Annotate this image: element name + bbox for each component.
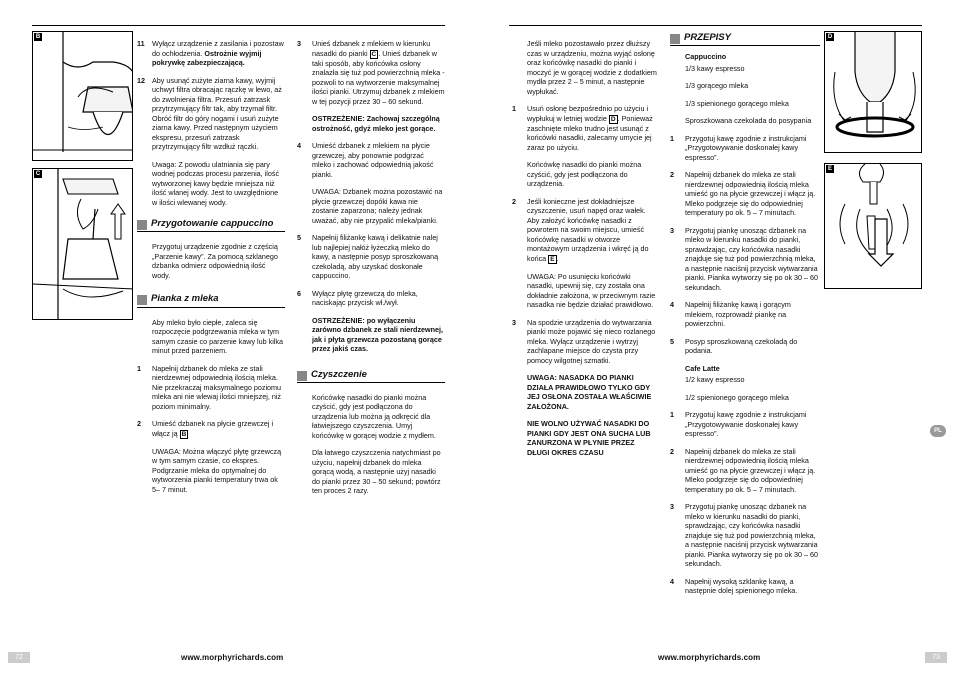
step-3-warning: OSTRZEŻENIE: Zachowaj szczególną ostrożność, gdyż mleko jest gorące. bbox=[312, 114, 440, 133]
ingredient: 1/3 spienionego gorącego mleka bbox=[685, 98, 789, 108]
ingredient: 1/3 gorącego mleka bbox=[685, 81, 749, 91]
recipe-title: Cappuccino bbox=[685, 52, 727, 62]
ingredient: 1/2 spienionego gorącego mleka bbox=[685, 392, 789, 402]
step-text: Napełnij dzbanek do mleka ze stali nierdzewnej odpowiednią ilością mleka umieść go na płycie grzewczej i włącz ją. Mleko podgrzeje się do odpowiedniej temperatury po ok. 5 – 7 minutach. bbox=[685, 170, 816, 218]
cleaning-step-1 bbox=[512, 104, 658, 152]
warning-1: UWAGA: NASADKA DO PIANKI DZIAŁA PRAWIDŁOWO TYLKO GDY JEJ OSŁONA ZOSTAŁA WŁAŚCIWIE ZAŁOŻONA. bbox=[527, 373, 652, 411]
warning-2: NIE WOLNO UŻYWAĆ NASADKI DO PIANKI GDY JEST ONA SUCHA LUB ZANURZONA W PŁYNIE PRZEZ DŁUGI OKRES CZASU bbox=[527, 419, 651, 457]
step-text: Aby usunąć zużyte ziarna kawy, wyjmij uchwyt filtra obracając rączkę w lewo, aż do zwolnienia filtra. Przesuń zatrzask przytrzymujący filtr tak, aby trzymał filtr. Obróć filtr do góry nogami i usuń zużyte ziarna kawy. Przed następnym użyciem ekspresu, przesuń zatrzask przytrzymujący filtr wzdłuż rączki. bbox=[152, 75, 282, 151]
ingredient: Sproszkowana czekolada do posypania bbox=[685, 116, 812, 126]
website-url-left[interactable]: www.morphyrichards.com bbox=[181, 653, 284, 662]
page-number-left: 72 bbox=[8, 652, 30, 663]
left-column-2 bbox=[297, 39, 445, 504]
step-text: Napełnij filiżankę kawą i gorącym mlekiem, rozprowadź piankę na powierzchni. bbox=[685, 300, 791, 329]
step-text: Napełnij dzbanek do mleka ze stali nierdzewnej odpowiednią ilością mleka. Nie przekraczaj maksymalnego poziomu mleka ani nie wlewaj ilości mniejszej, niż poziom minimalny. bbox=[152, 363, 282, 411]
step-text: Napełnij wysoką szklankę kawą, a następnie dolej spienionego mleka. bbox=[685, 576, 798, 596]
language-badge: PL bbox=[930, 425, 946, 437]
step-text: Posyp sproszkowaną czekoladą do podania. bbox=[685, 336, 798, 356]
latte-step-2 bbox=[670, 447, 820, 495]
pianka-intro: Aby mleko było ciepłe, zaleca się rozpoczęcie podgrzewania mleka w tym samym czasie co parzenie kawy lub kilka minut przed parzeniem. bbox=[152, 317, 284, 356]
figure-c-illustration bbox=[33, 169, 133, 320]
right-column-2 bbox=[670, 33, 820, 604]
step-number: 3 bbox=[297, 39, 301, 48]
step-number: 1 bbox=[670, 133, 674, 143]
cleaning-step-3 bbox=[512, 318, 658, 366]
website-url-right[interactable]: www.morphyrichards.com bbox=[658, 653, 761, 662]
step-number: 5 bbox=[670, 336, 674, 346]
cleaning-step-2 bbox=[512, 197, 658, 264]
step-number: 2 bbox=[137, 419, 141, 429]
step-text: Napełnij dzbanek do mleka ze stali nierdzewnej odpowiednią ilością mleka umieść go na płycie grzewczej i włącz ją. Mleko podgrzeje się do odpowiedniej temperatury po ok. 5 – 7 minutach. bbox=[685, 446, 816, 494]
step-text: Przygotuj kawę zgodnie z instrukcjami „Przygotowywanie doskonałej kawy espresso”. bbox=[685, 133, 807, 162]
heading-cappuccino: Przygotowanie cappuccino bbox=[137, 219, 285, 232]
step-number: 1 bbox=[512, 104, 516, 113]
cappuccino-text: Przygotuj urządzenie zgodnie z częścią „Parzenie kawy”. Za pomocą szklanego dzbanka odmierz odpowiednią ilość wody. bbox=[152, 242, 278, 280]
cleaning-step-2-note: UWAGA: Po usunięciu końcówki nasadki, upewnij się, czy została ona dokładnie założona, w przeciwnym razie nasadka nie będzie działać prawidłowo. bbox=[527, 271, 656, 309]
step-number: 4 bbox=[297, 141, 301, 150]
latte-step-4 bbox=[670, 577, 820, 596]
step-number: 3 bbox=[512, 317, 516, 327]
step-4-note: UWAGA: Dzbanek można pozostawić na płycie grzewczej dopóki kawa nie zostanie zaparzona; należy jednak uważać, aby nie przypalić mleka/pianki. bbox=[312, 187, 443, 225]
figure-e-label: E bbox=[827, 166, 832, 172]
step-5 bbox=[297, 233, 445, 281]
czyszczenie-text: Końcówkę nasadki do pianki można czyścić, gdy jest podłączona do urządzenia lub można ją odkręcić dla łatwiejszego czyszczenia. Umyj końcówkę w gorącej wodzie z mydłem. bbox=[312, 392, 436, 440]
heading-square-icon bbox=[297, 371, 307, 381]
step-text: Przygotuj kawę zgodnie z instrukcjami „Przygotowywanie doskonałej kawy espresso”. bbox=[685, 410, 807, 439]
step-text: Umieść dzbanek z mlekiem na płycie grzewczej, aby ponownie podgrzać mleko i zachować odpowiednią jakość pianki. bbox=[312, 141, 434, 179]
right-column-1 bbox=[512, 39, 658, 465]
step-number: 12 bbox=[137, 75, 145, 85]
ingredient: 1/3 kawy espresso bbox=[685, 63, 745, 73]
heading-square-icon bbox=[137, 220, 147, 230]
latte-step-1 bbox=[670, 410, 820, 439]
step-text: Usuń osłonę bezpośrednio po użyciu i wypłukuj w letniej wodzie bbox=[527, 104, 649, 123]
step-number: 2 bbox=[512, 196, 516, 206]
step-bold-text: Ostrożnie wyjmij pokrywkę zabezpieczającą. bbox=[152, 48, 262, 67]
step-text: . bbox=[556, 253, 559, 263]
step-text: Napełnij filiżankę kawą i delikatnie nalej lub najlepiej nałóż łyżeczką mleko do kawy, a następnie posyp sproszkowaną czekoladą, aby uzyskać doskonałe cappuccino. bbox=[312, 233, 439, 280]
figure-ref-d: D bbox=[610, 115, 616, 123]
heading-pianka: Pianka z mleka bbox=[137, 294, 285, 307]
czyszczenie-text-2: Dla łatwego czyszczenia natychmiast po użyciu, napełnij dzbanek do mleka gorącą wodą, a następnie użyj nasadki do pianki przez 30 – 50 sekund; powtórz ten proces 2 razy. bbox=[312, 448, 441, 496]
figure-ref-b: B bbox=[181, 430, 187, 438]
latte-step-3 bbox=[670, 502, 820, 569]
step-text: Unieś dzbanek z mlekiem w kierunku nasadki do pianki bbox=[312, 39, 431, 58]
cleaning-intro: Jeśli mleko pozostawało przez dłuższy czas w urządzeniu, można wyjąć osłonę oraz końcówkę nasadki do pianki i moczyć je w gorącej wodzie z dodatkiem mydła przez 2 – 5 minut, a następnie wypłukać. bbox=[527, 39, 657, 96]
step-11 bbox=[137, 39, 285, 68]
step-number: 4 bbox=[670, 300, 674, 310]
step-6-warning: OSTRZEŻENIE: po wyłączeniu zarówno dzbanek ze stali nierdzewnej, jak i płyta grzewcza pozostaną gorące przez jakiś czas. bbox=[312, 315, 444, 353]
figure-d bbox=[824, 31, 922, 153]
figure-d-illustration bbox=[825, 32, 922, 153]
step-text: Wyłącz urządzenie z zasilania i pozostaw do ochłodzenia. bbox=[152, 39, 284, 58]
step-3 bbox=[297, 39, 445, 106]
step-number: 4 bbox=[670, 576, 674, 586]
recipe-title: Cafe Latte bbox=[685, 363, 720, 373]
cappuccino-recipe bbox=[670, 52, 820, 126]
step-text: Na spodzie urządzenia do wytwarzania pianki może pojawić się nieco rozlanego mleka. Wyłącz urządzenie i wytrzyj zachlapane miejsce do czysta przy pomocy wilgotnej szmatki. bbox=[527, 317, 656, 365]
top-rule-right bbox=[509, 25, 922, 26]
pianka-step-1 bbox=[137, 364, 285, 412]
step-text: Wyłącz płytę grzewczą do mleka, naciskając przycisk wł./wył. bbox=[312, 288, 418, 307]
heading-czyszczenie: Czyszczenie bbox=[297, 370, 445, 383]
step-text: . Ponieważ zaschnięte mleko trudno jest usunąć z końcówki nasadki, zalecamy umycie jej zaraz po użyciu. bbox=[527, 113, 653, 152]
recipe-step-3 bbox=[670, 226, 820, 293]
pianka-step-2-note: UWAGA: Można włączyć płytę grzewczą w tym samym czasie, co ekspres. Podgrzanie mleka do optymalnej do wytworzenia pianki temperatury trwa ok 5– 7 minut. bbox=[152, 446, 282, 494]
latte-recipe bbox=[670, 364, 820, 403]
figure-e bbox=[824, 163, 922, 289]
step-text: Przygotuj piankę unosząc dzbanek na mleko w kierunku nasadki do pianki, sprawdzając, czy końcówka nasadki znajduje się tuż pod powierzchnią mleka, a następnie naciśnij przycisk wytwarzania pianki. Pianka wytworzy się po ok 30 – 60 sekundach. bbox=[685, 225, 819, 292]
figure-b-illustration bbox=[33, 32, 133, 161]
heading-square-icon bbox=[670, 34, 680, 44]
heading-square-icon bbox=[137, 295, 147, 305]
step-6 bbox=[297, 289, 445, 308]
step-number: 2 bbox=[670, 446, 674, 456]
step-4 bbox=[297, 141, 445, 179]
step-12-note: Uwaga: Z powodu ulatniania się pary wodnej podczas procesu parzenia, ilość wytworzonej kawy będzie mniejsza niż ilość wlanej wody. Jest to uwzględnione w ilości wlewanej wody. bbox=[152, 159, 280, 207]
step-text: Jeśli konieczne jest dokładniejsze czyszczenie, usuń napęd oraz wałek. Aby założyć końcówkę nasadki z powrotem na swoim miejscu, umieść końcówkę nasadki w otworze montażowym urządzenia i wkręć ją do końca bbox=[527, 196, 649, 263]
step-number: 6 bbox=[297, 288, 301, 298]
step-number: 1 bbox=[670, 410, 674, 420]
figure-c-label: C bbox=[35, 171, 41, 177]
figure-b-label: B bbox=[35, 34, 41, 40]
heading-przepisy: PRZEPISY bbox=[670, 33, 820, 46]
step-number: 3 bbox=[670, 502, 674, 512]
step-12 bbox=[137, 76, 285, 152]
top-rule-left bbox=[32, 25, 445, 26]
recipe-step-4 bbox=[670, 300, 820, 329]
step-number: 3 bbox=[670, 225, 674, 235]
pianka-step-2 bbox=[137, 419, 285, 439]
recipe-step-2 bbox=[670, 170, 820, 218]
figure-c bbox=[32, 168, 133, 320]
figure-d-label: D bbox=[827, 34, 833, 40]
ingredient: 1/2 kawy espresso bbox=[685, 375, 745, 385]
step-number: 11 bbox=[137, 39, 145, 48]
recipe-step-5 bbox=[670, 337, 820, 356]
step-text: Przygotuj piankę unosząc dzbanek na mleko w kierunku nasadki do pianki, sprawdzając, czy końcówka nasadki znajduje się tuż pod powierzchnią mleka, a następnie naciśnij przycisk wytwarzania pianki. Pianka wytworzy się po ok 30 – 60 sekundach. bbox=[685, 502, 819, 569]
figure-e-illustration bbox=[825, 164, 922, 289]
figure-b bbox=[32, 31, 133, 161]
step-text: Umieść dzbanek na płycie grzewczej i włącz ją bbox=[152, 419, 274, 438]
left-column-1 bbox=[137, 39, 285, 502]
step-number: 2 bbox=[670, 170, 674, 180]
step-text: . Unieś dzbanek w taki sposób, aby końcówka osłony znalazła się tuż pod powierzchnią mleka - pozwoli to na wytworzenie maksymalnej ilości pianki. Utrzymuj dzbanek z mlekiem w tej pozycji przez 30 – 60 sekund. bbox=[312, 48, 445, 106]
recipe-step-1 bbox=[670, 134, 820, 163]
cleaning-step-1-note: Końcówkę nasadki do pianki można czyścić, gdy jest podłączona do urządzenia. bbox=[527, 160, 642, 188]
step-number: 1 bbox=[137, 363, 141, 373]
step-number: 5 bbox=[297, 233, 301, 242]
page-number-right: 73 bbox=[925, 652, 947, 663]
figure-ref-c: C bbox=[371, 50, 377, 58]
figure-ref-e: E bbox=[550, 255, 555, 263]
